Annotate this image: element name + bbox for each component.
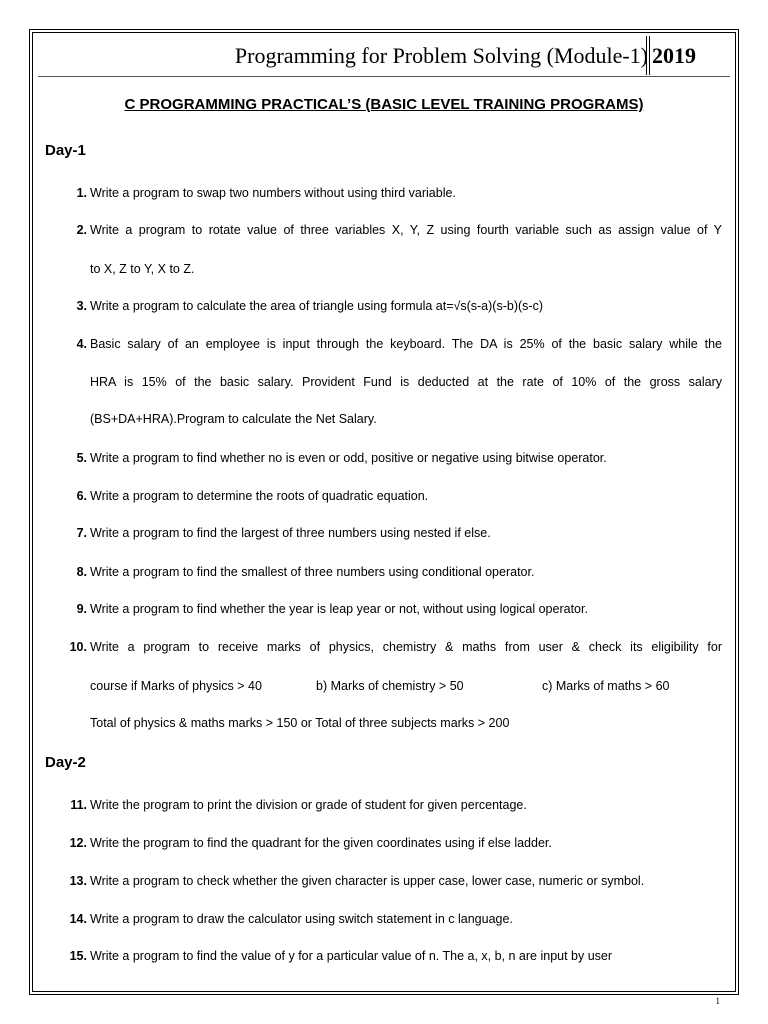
item-number: 10. [69,640,87,654]
item-number: 3. [76,299,87,313]
item-text: Write a program to receive marks of physics, chemistry & maths from user & check its eligibility for [90,640,722,654]
item-number: 13. [69,874,87,888]
header-title: Programming for Problem Solving (Module-1) [234,43,648,68]
item-text: to X, Z to Y, X to Z. [90,262,195,276]
item-text: (BS+DA+HRA).Program to calculate the Net Salary. [90,412,377,426]
item-text: Write a program to rotate value of three variables X, Y, Z using fourth variable such as assign value of Y [90,223,722,237]
item-text: Write a program to swap two numbers without using third variable. [90,186,456,200]
item-number: 4. [76,337,87,351]
item-text: Write a program to find the smallest of three numbers using conditional operator. [90,565,535,579]
item-number: 2. [76,223,87,237]
page-header [38,36,730,77]
item-text: Total of physics & maths marks > 150 or Total of three subjects marks > 200 [90,716,510,730]
condition-maths: c) Marks of maths > 60 [542,679,670,693]
item-text: Write a program to find the value of y for a particular value of n. The a, x, b, n are input by user [90,949,613,963]
condition-chemistry: b) Marks of chemistry > 50 [316,679,464,693]
page-number: 1 [715,996,720,1006]
item-text: Basic salary of an employee is input through the keyboard. The DA is 25% of the basic salary while the [90,337,722,351]
header-separator [646,36,650,75]
day-heading-1: Day-1 [45,142,86,159]
item-number: 11. [70,798,87,812]
item-number: 7. [76,526,87,540]
item-text: HRA is 15% of the basic salary. Provident Fund is deducted at the rate of 10% of the gross salary [90,375,722,389]
item-number: 9. [76,602,87,616]
item-text: Write the program to print the division or grade of student for given percentage. [90,798,527,812]
item-text: Write a program to find whether the year is leap year or not, without using logical operator. [90,602,588,616]
item-number: 12. [69,836,87,850]
condition-physics: course if Marks of physics > 40 [90,679,262,693]
item-number: 15. [69,949,87,963]
item-text: Write a program to determine the roots of quadratic equation. [90,489,429,503]
item-number: 5. [76,451,87,465]
item-text: Write the program to find the quadrant for the given coordinates using if else ladder. [90,836,552,850]
header-year: 2019 [652,43,696,68]
item-number: 8. [76,565,87,579]
document-heading: C PROGRAMMING PRACTICAL’S (BASIC LEVEL TRAINING PROGRAMS) [124,96,644,113]
item-text: Write a program to draw the calculator using switch statement in c language. [90,912,513,926]
day-heading-2: Day-2 [45,754,86,771]
item-text: Write a program to calculate the area of triangle using formula at=√s(s-a)(s-b)(s-c) [90,299,543,313]
eligibility-conditions [90,678,722,694]
item-number: 6. [76,489,87,503]
item-text: Write a program to check whether the given character is upper case, lower case, numeric or symbol. [90,874,645,888]
item-text: Write a program to find the largest of three numbers using nested if else. [90,526,491,540]
item-text: Write a program to find whether no is even or odd, positive or negative using bitwise operator. [90,451,607,465]
item-number: 1. [76,186,87,200]
item-number: 14. [69,912,87,926]
